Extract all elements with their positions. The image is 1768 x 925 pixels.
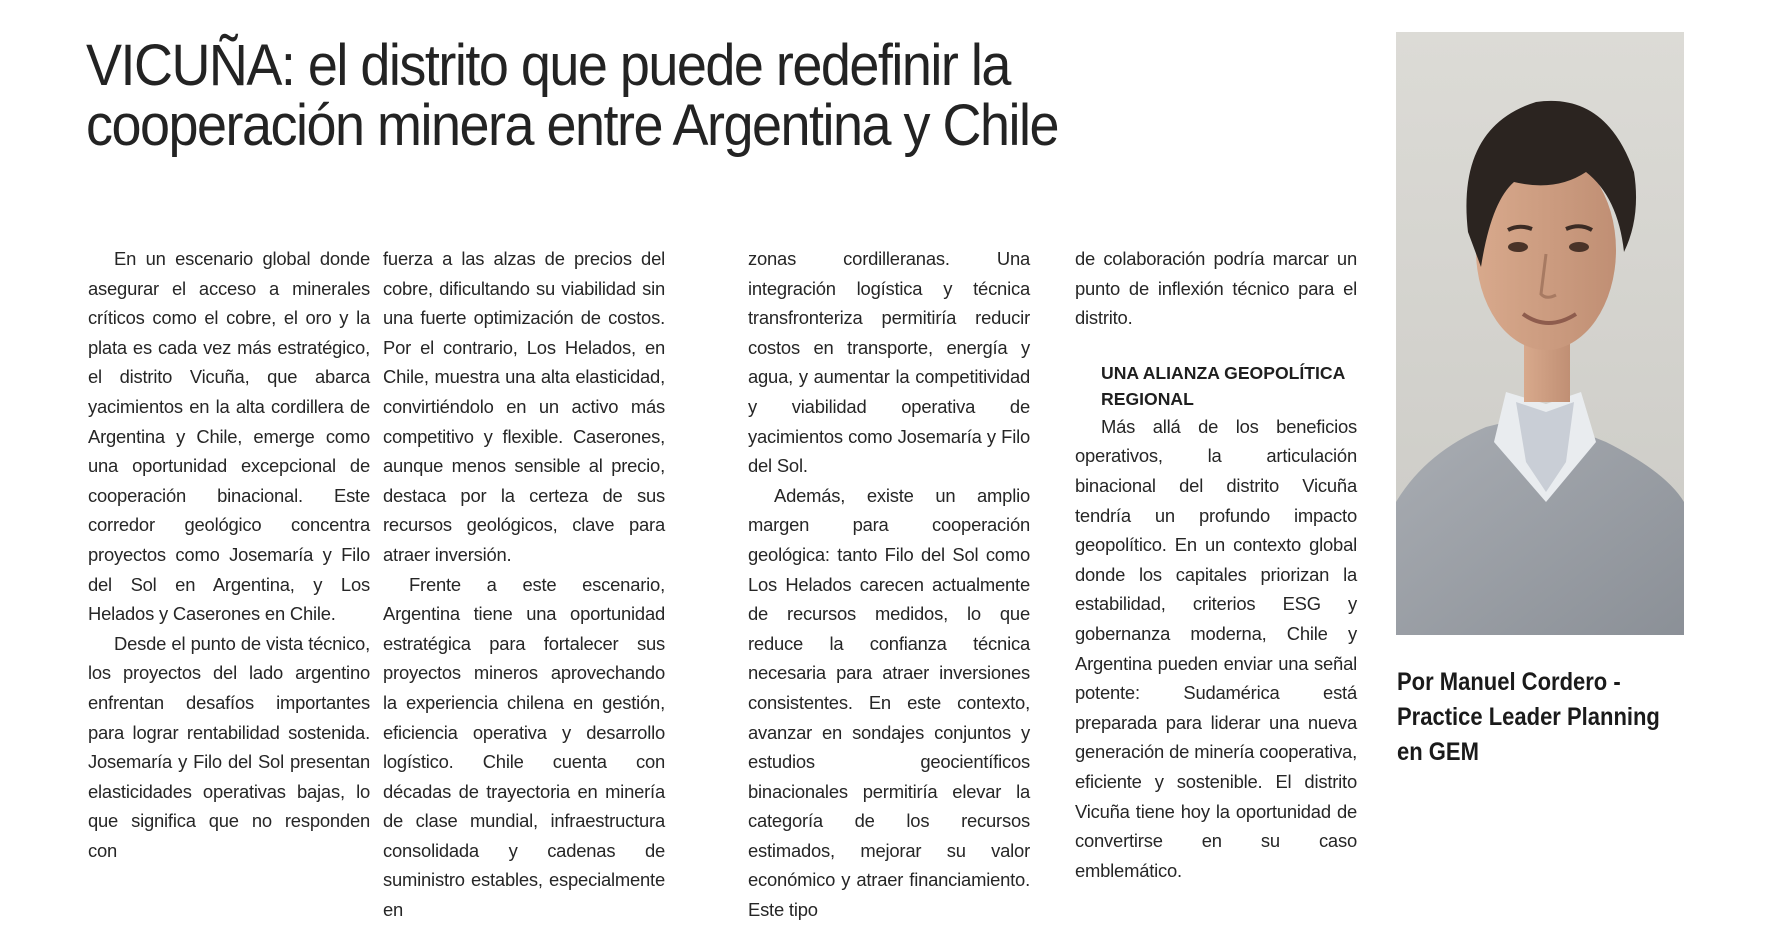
article-column-1 <box>88 244 370 865</box>
paragraph: Frente a este escenario, Argentina tiene una oportunidad estratégica para fortalecer sus proyectos mineros aprovechando la experiencia chilena en gestión, eficiencia operativa y desarrollo logístico. Chile cuenta con décadas de trayectoria en minería de clase mundial, infraestructura consolidada y cadenas de suministro estables, especialmente en <box>383 573 665 921</box>
article-column-2 <box>383 244 665 925</box>
paragraph: de colaboración podría marcar un punto de inflexión técnico para el distrito. <box>1075 248 1357 329</box>
paragraph: Más allá de los beneficios operativos, la articulación binacional del distrito Vicuña tendría un profundo impacto geopolítico. En un contexto global donde los capitales priorizan la estabilidad, criterios ESG y gobernanza moderna, Chile y Argentina pueden enviar una señal potente: Sudamérica está preparada para liderar una nueva generación de minería cooperativa, eficiente y sostenible. El distrito Vicuña tiene hoy la oportunidad de convertirse en su caso emblemático. <box>1075 415 1357 881</box>
paragraph: Desde el punto de vista técnico, los proyectos del lado argentino enfrentan desafíos importantes para lograr rentabilidad sostenida. Josemaría y Filo del Sol presentan elasticidades operativas bajas, lo que significa que no responden con <box>88 632 370 861</box>
paragraph: Además, existe un amplio margen para cooperación geológica: tanto Filo del Sol como Los Helados carecen actualmente de recursos medidos, lo que reduce la confianza técnica necesaria para atraer inversiones consistentes. En este contexto, avanzar en sondajes conjuntos y estudios geocientíficos binacionales permitiría elevar la categoría de los recursos estimados, mejorar su valor económico y atraer financiamiento. Este tipo <box>748 484 1030 921</box>
author-photo <box>1396 32 1684 635</box>
paragraph: zonas cordilleranas. Una integración logística y técnica transfronteriza permitiría reducir costos en transporte, energía y agua, y aumentar la competitividad y viabilidad operativa de yacimientos como Josemaría y Filo del Sol. <box>748 248 1030 477</box>
author-byline: Por Manuel Cordero - Practice Leader Planning en GEM <box>1397 668 1660 766</box>
article-column-3 <box>748 244 1030 925</box>
article-headline: VICUÑA: el distrito que puede redefinir la cooperación minera entre Argentina y Chile <box>86 33 1058 158</box>
article-column-4 <box>1075 244 1357 885</box>
paragraph: fuerza a las alzas de precios del cobre, dificultando su viabilidad sin una fuerte optimización de costos. Por el contrario, Los Helados, en Chile, muestra una alta elasticidad, convirtiéndolo en un activo más competitivo y flexible. Caserones, aunque menos sensible al precio, destaca por la certeza de sus recursos geológicos, clave para atraer inversión. <box>383 248 665 565</box>
section-subheading: UNA ALIANZA GEOPOLÍTICA REGIONAL <box>1101 362 1345 409</box>
paragraph: En un escenario global donde asegurar el acceso a minerales críticos como el cobre, el oro y la plata es cada vez más estratégico, el distrito Vicuña, que abarca yacimientos en la alta cordillera de Argentina y Chile, emerge como una oportunidad excepcional de cooperación binacional. Este corredor geológico concentra proyectos como Josemaría y Filo del Sol en Argentina, y Los Helados y Caserones en Chile. <box>88 248 370 625</box>
